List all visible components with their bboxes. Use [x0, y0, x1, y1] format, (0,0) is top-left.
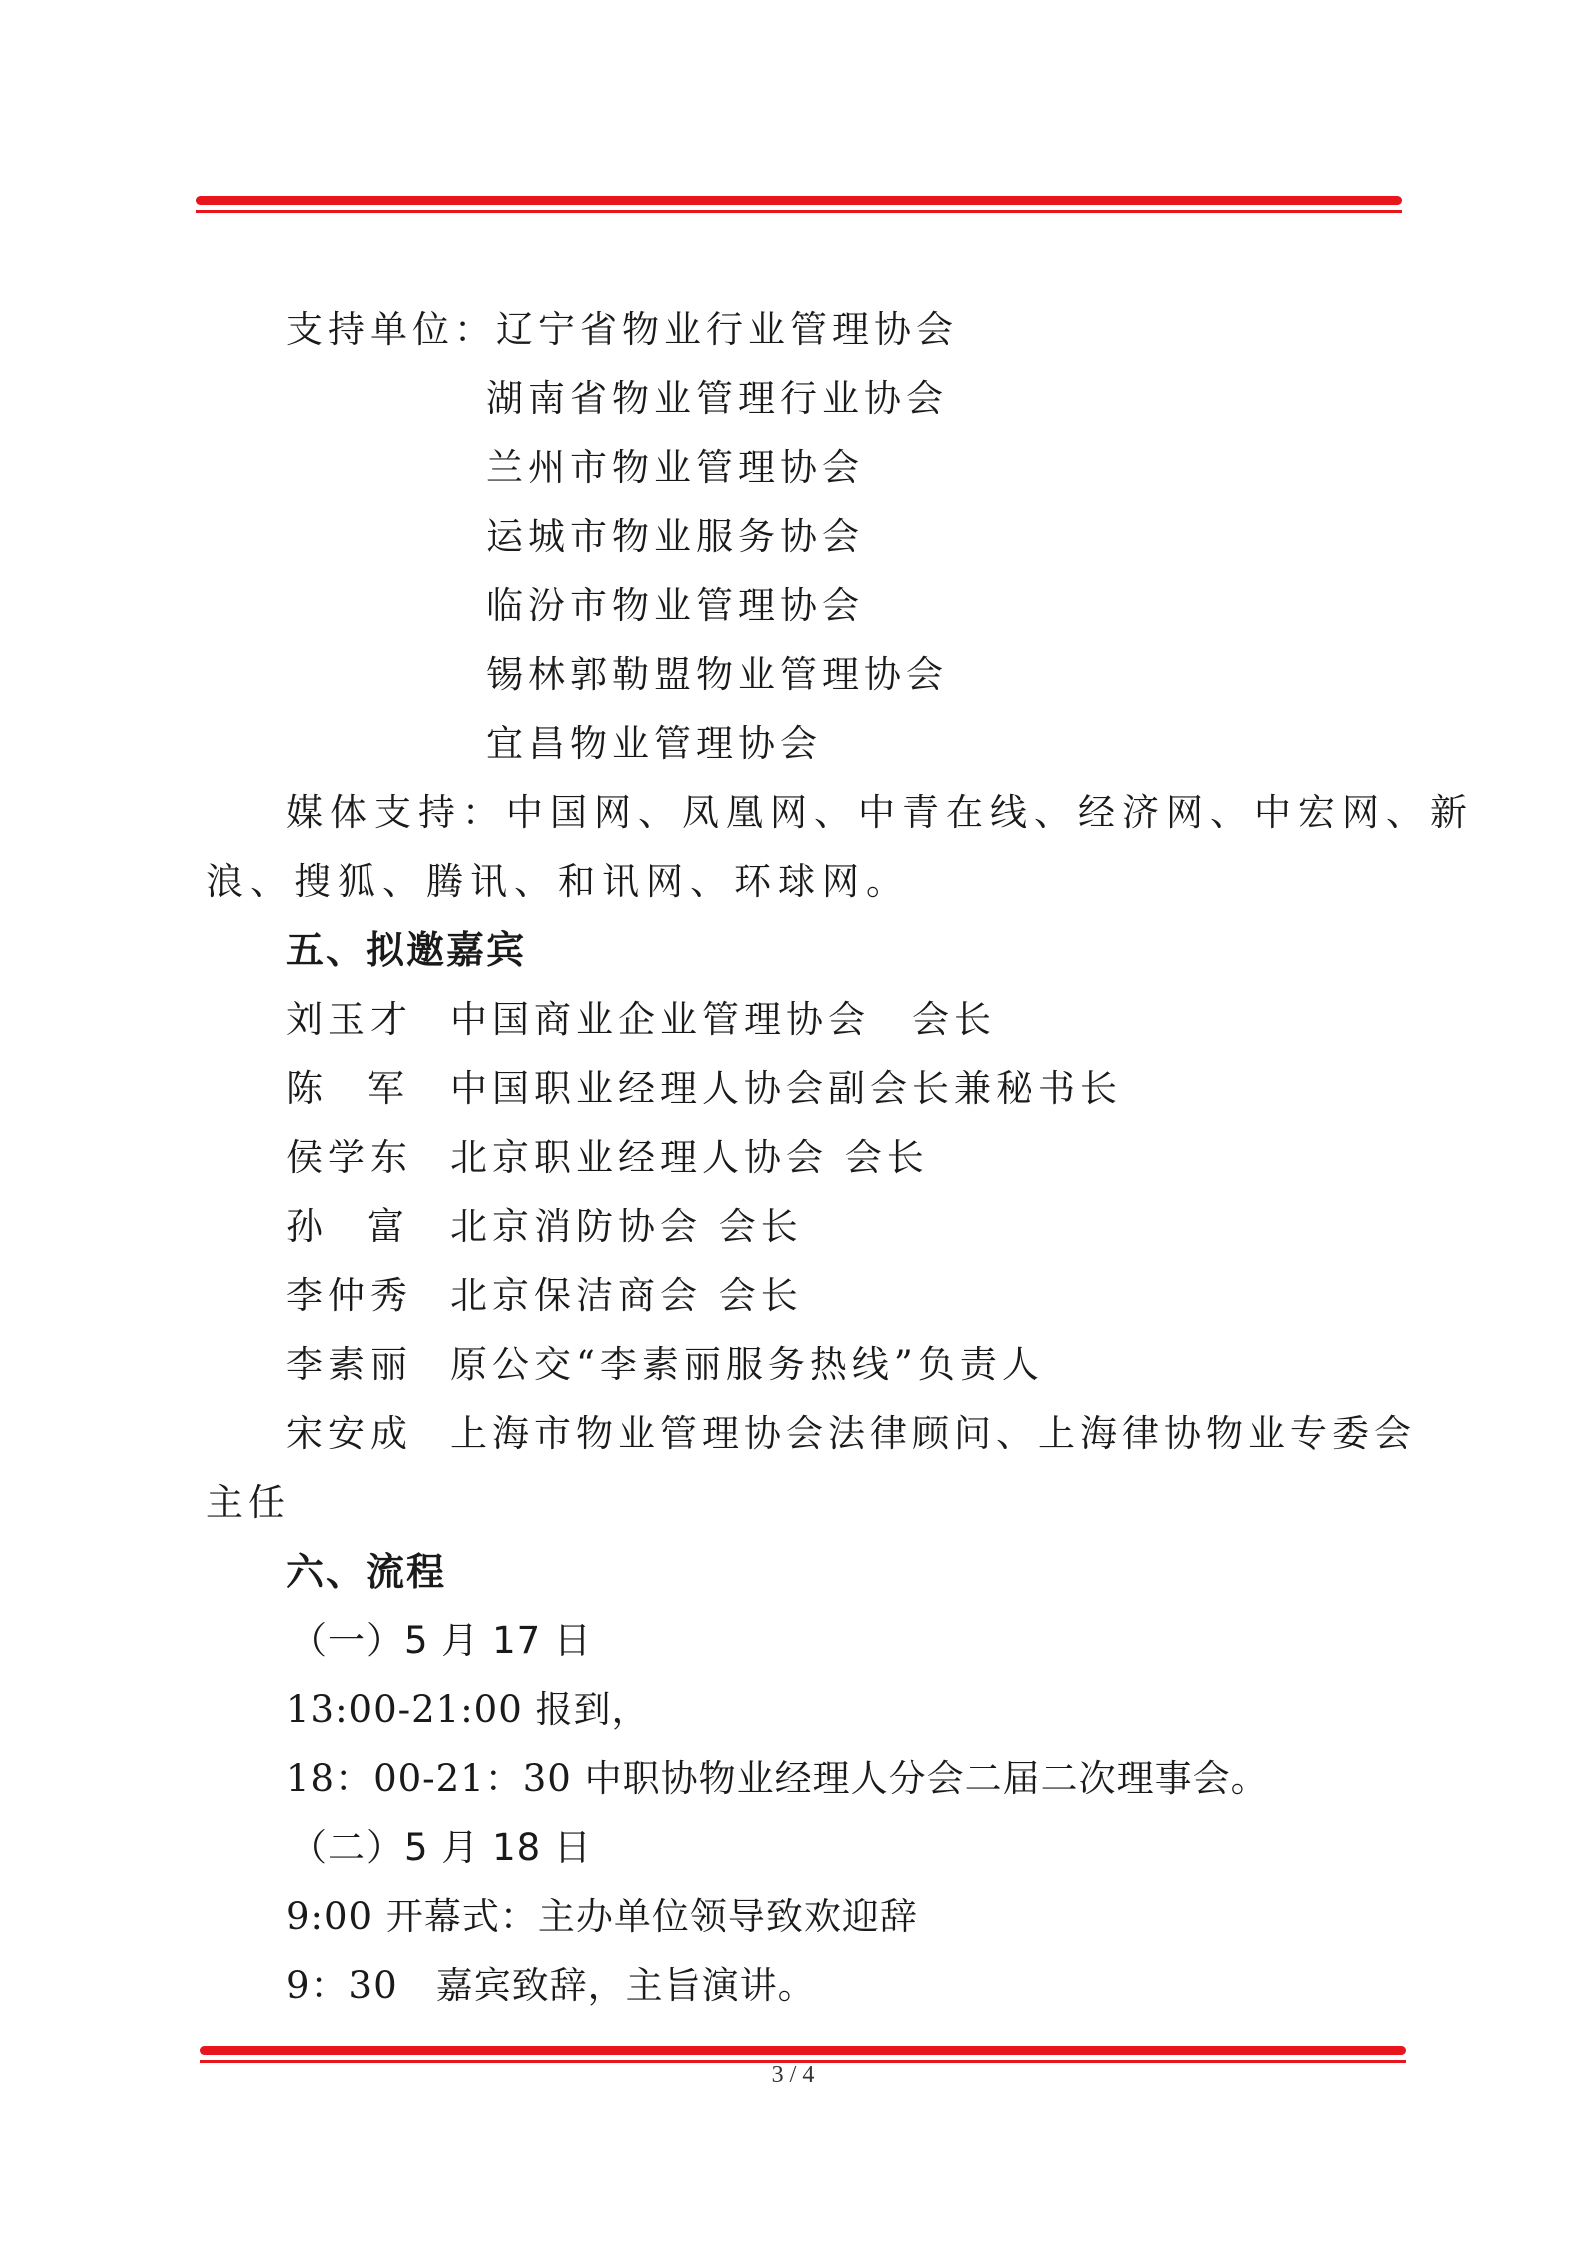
support-unit: 辽宁省物业行业管理协会: [496, 308, 958, 351]
page-number: 3 / 4: [771, 2062, 815, 2088]
guest-name: 宋安成: [286, 1412, 412, 1455]
support-units-line: [286, 306, 958, 354]
guest-row: [286, 1272, 803, 1320]
process-item: 9：30 嘉宾致辞，主旨演讲。: [286, 1964, 816, 2007]
support-label: 支持单位：: [286, 308, 496, 351]
guest-title: 中国职业经理人协会副会长兼秘书长: [450, 1067, 1122, 1110]
guest-title: 北京消防协会 会长: [450, 1205, 803, 1248]
guest-title: 上海市物业管理协会法律顾问、上海律协物业专委会: [450, 1412, 1416, 1455]
guest-row: [286, 1341, 1044, 1389]
media-support-line1: 媒体支持：中国网、凤凰网、中青在线、经济网、中宏网、新: [286, 791, 1474, 834]
guest-row: [286, 1203, 803, 1251]
process-item: 9:00 开幕式：主办单位领导致欢迎辞: [286, 1895, 918, 1938]
support-unit: 兰州市物业管理协会: [486, 446, 864, 489]
process-item: 18：00-21：30 中职协物业经理人分会二届二次理事会。: [286, 1757, 1269, 1800]
guest-row: [286, 1410, 1416, 1458]
guest-title: 原公交“李素丽服务热线”负责人: [450, 1343, 1044, 1386]
guest-name: 刘玉才: [286, 998, 412, 1041]
guest-name: 陈军: [286, 1067, 448, 1110]
support-unit: 宜昌物业管理协会: [486, 722, 822, 765]
process-day2-heading: （二）5 月 18 日: [290, 1826, 592, 1869]
support-unit: 湖南省物业管理行业协会: [486, 377, 948, 420]
guest-name: 孙富: [286, 1205, 448, 1248]
section-heading-guests: 五、拟邀嘉宾: [286, 928, 527, 972]
media-support-line2: 浪、搜狐、腾讯、和讯网、环球网。: [206, 860, 910, 903]
section-heading-process: 六、流程: [286, 1550, 447, 1594]
support-unit: 锡林郭勒盟物业管理协会: [486, 653, 948, 696]
guest-name: 李仲秀: [286, 1274, 412, 1317]
guest-title: 中国商业企业管理协会 会长: [450, 998, 996, 1041]
guest-title-continuation: 主任: [206, 1481, 290, 1524]
process-item: 13:00-21:00 报到，: [286, 1688, 650, 1731]
support-unit: 临汾市物业管理协会: [486, 584, 864, 627]
guest-row: [286, 1134, 929, 1182]
guest-title: 北京职业经理人协会 会长: [450, 1136, 929, 1179]
process-day1-heading: （一）5 月 17 日: [290, 1619, 592, 1662]
guest-row: [286, 1065, 1122, 1113]
header-red-rule: [196, 196, 1402, 214]
guest-name: 侯学东: [286, 1136, 412, 1179]
guest-name: 李素丽: [286, 1343, 412, 1386]
guest-row: [286, 996, 996, 1044]
support-unit: 运城市物业服务协会: [486, 515, 864, 558]
guest-title: 北京保洁商会 会长: [450, 1274, 803, 1317]
